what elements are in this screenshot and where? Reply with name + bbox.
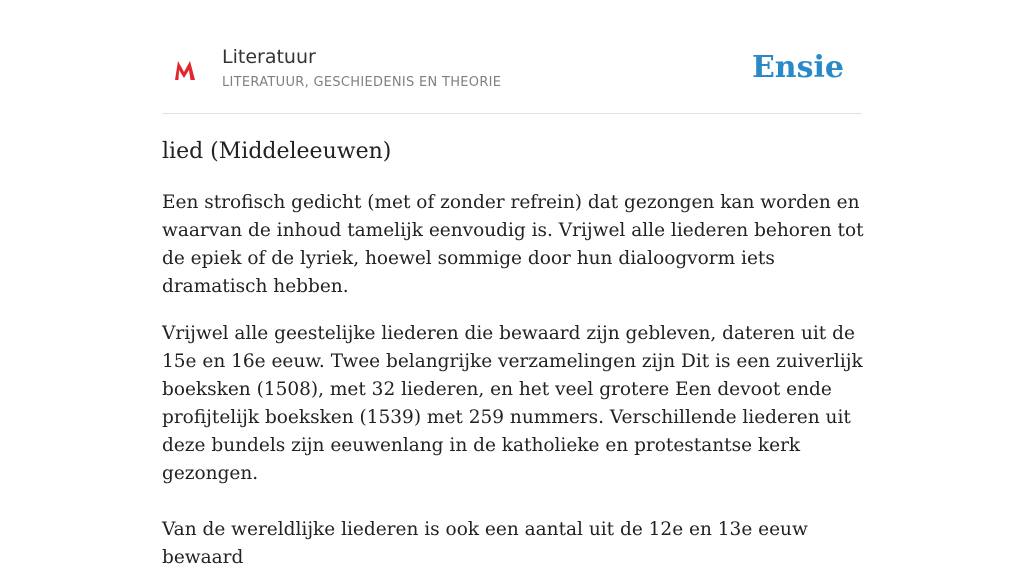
article-title: lied (Middeleeuwen): [162, 139, 392, 164]
article-paragraph: Vrijwel alle geestelijke liederen die bewaard zijn gebleven, dateren uit de 15e en 16e eeuw. Twee belangrijke verzamelingen zijn Dit is een zuiverlijk boeksken (1508), met 32 liederen, en het veel grotere Een devoot ende profijtelijk boeksken (1539) met 259 nummers. Verschillende liederen uit deze bundels zijn eeuwenlang in de katholieke en protestantse kerk gezongen.: [162, 323, 863, 484]
article: [162, 135, 874, 572]
logo-svg: [172, 55, 198, 85]
header: [162, 40, 862, 114]
brand-logo[interactable]: Ensie: [751, 50, 844, 85]
article-paragraph: Een strofisch gedicht (met of zonder refrein) dat gezongen kan worden en waarvan de inhoud tamelijk eenvoudig is. Vrijwel alle liederen behoren tot de epiek of de lyriek, hoewel sommige door hun dialoogvorm iets dramatisch hebben.: [162, 192, 864, 297]
article-paragraph: Van de wereldlijke liederen is ook een aantal uit de 12e en 13e eeuw bewaard: [162, 519, 808, 568]
source-subtitle: LITERATUUR, GESCHIEDENIS EN THEORIE: [222, 75, 502, 90]
source-title[interactable]: Literatuur: [222, 46, 316, 68]
red-m-logo-icon[interactable]: [172, 55, 198, 85]
